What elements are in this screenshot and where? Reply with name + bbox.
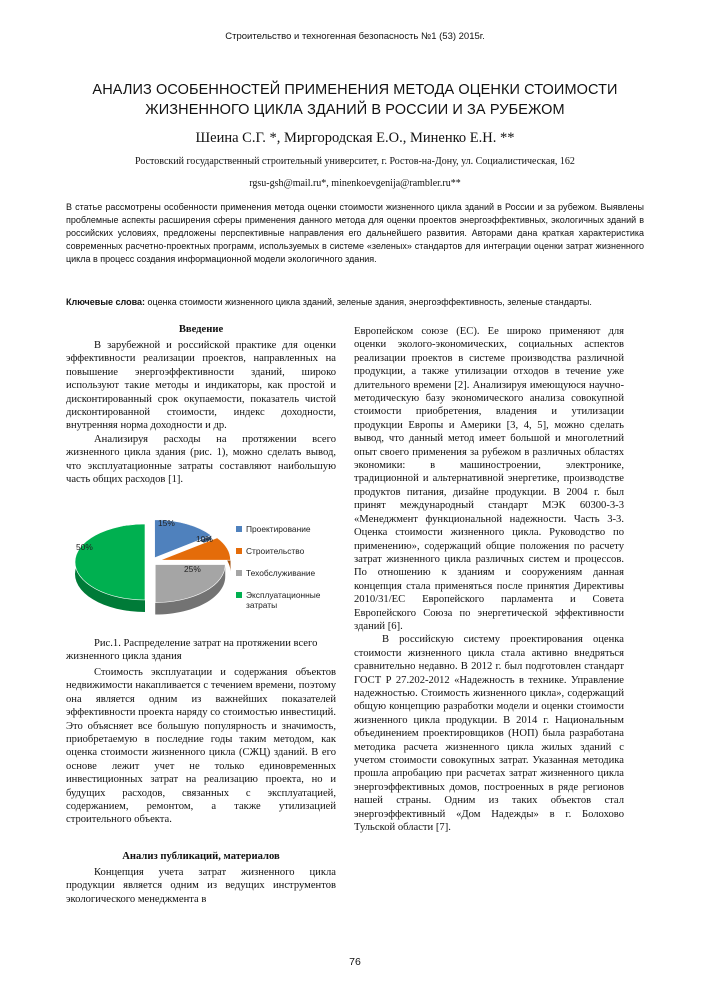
keywords xyxy=(66,296,644,309)
pie-chart-figure xyxy=(66,512,336,634)
keywords-text: оценка стоимости жизненного цикла зданий, зеленые здания, энергоэффективность, зеленые стандарты. xyxy=(145,297,592,307)
pie-label-2: 10% xyxy=(196,534,213,544)
figure-caption xyxy=(66,637,336,664)
authors: Шеина С.Г. *, Миргородская Е.О., Миненко Е.Н. ** xyxy=(195,130,515,146)
keywords-label: Ключевые слова: xyxy=(66,297,146,307)
legend-label-2: Строительство xyxy=(246,546,305,556)
title-line-1: АНАЛИЗ ОСОБЕННОСТЕЙ ПРИМЕНЕНИЯ МЕТОДА ОЦЕНКИ СТОИМОСТИ xyxy=(92,82,618,98)
intro-paragraph-2: Анализируя расходы на протяжении всего жизненного цикла здания (рис. 1), можно сделать вывод, что эксплуатационные затраты составляют наибольшую часть общих расходов [1]. xyxy=(66,433,336,486)
legend-swatch-4 xyxy=(236,592,242,598)
left-text-continued xyxy=(66,666,336,827)
right-column xyxy=(354,325,624,834)
right-paragraph-2: В российскую систему проектирования оценка стоимости жизненного цикла стала активно внедряться сравнительно недавно. В 2012 г. был подготовлен стандарт ГОСТ Р 27.202-2012 «Надежность в технике. Управление надежностью. Стоимость жизненного цикла», содержащий общую концепцию разработки модели и оценки стоимости жизненного цикла продукции. В 2014 г. Национальным объединением проектировщиков (НОП) была разработана методика расчета жизненного цикла жилых зданий с учетом стоимости совокупных затрат. Указанная методика прошла апробацию при расчетах затрат жизненного цикла энергоэффективных домов, построенных в ряде регионов нашей страны. Одним из таких объектов стал энергоэффективный «Дом Надежды» в г. Болохово Тульской области [7]. xyxy=(354,634,624,834)
right-paragraph-1: Европейском союзе (ЕС). Ее широко применяют для оценки эколого-экономических, социальных аспектов реализации проектов в системе производства различной продукции, а также утилизации отходов в течение уже длительного времени [2]. Анализируя имеющуюся научно-методическую базу экономического анализа совокупной стоимости приобретения, владения и утилизации продукции Европы и Америки [3, 4, 5], можно сделать вывод, что данный метод имеет большой и многолетний опыт своего применения за рубежом в различных областях экономики: в машиностроении, электронике, традиционной и альтернативной энергетике, производстве продуктов питания, дизайне продукции. В 2004 г. был принят международный стандарт МЭК 60300-3-3 «Менеджмент функциональной надежности. Часть 3-3. Оценка стоимости жизненного цикла. Руководство по применению», содержащий общие положения по расчету затрат жизненного цикла различных систем и процессов. По отношению к зданиям и сооружениям данная концепция стала применяться после принятия Директивы 2010/31/ЕС Европейского парламента и Совета Европейского Союза по энергетической эффективности зданий [6]. xyxy=(354,326,624,632)
legend-label-3: Техобслуживание xyxy=(246,568,316,578)
legend-swatch-2 xyxy=(236,548,242,554)
pie-label-3: 25% xyxy=(184,564,201,574)
chart-legend xyxy=(236,520,336,630)
title-line-2: ЖИЗНЕННОГО ЦИКЛА ЗДАНИЙ В РОССИИ И ЗА РУБЕЖОМ xyxy=(145,102,565,118)
left-paragraph-4: Концепция учета затрат жизненного цикла продукции является одним из ведущих инструментов экологического менеджмента в xyxy=(66,867,336,905)
left-text-bottom xyxy=(66,866,336,906)
page-number: 76 xyxy=(349,956,361,968)
article-title xyxy=(60,80,650,120)
legend-label-1: Проектирование xyxy=(246,524,311,534)
journal-header: Строительство и техногенная безопасность №1 (53) 2015г. xyxy=(225,31,485,42)
figure-caption-text: Рис.1. Распределение затрат на протяжении всего жизненного цикла здания xyxy=(66,638,318,663)
legend-swatch-3 xyxy=(236,570,242,576)
legend-label-4: Эксплуатационные затраты xyxy=(246,590,321,610)
intro-heading: Введение xyxy=(178,324,224,335)
pie-label-4: 50% xyxy=(76,542,93,552)
abstract: В статье рассмотрены особенности применения метода оценки стоимости жизненного цикла зданий в России и за рубежом. Выявлены проблемные аспекты расширения сферы применения данного метода для оценки проектов энергоэффективных, экологичных зданий в российских условиях, предложены перспективные направления его дальнейшего развития. Авторами дана краткая характеристика современных расчетно-проектных программ, используемых в системе «зеленых» стандартов для интеграции оценки затрат жизненного цикла в процесс создания информационной модели экологичного здания. xyxy=(66,202,644,264)
intro-text xyxy=(66,339,336,486)
pie-label-1: 15% xyxy=(158,518,175,528)
author-emails: rgsu-gsh@mail.ru*, minenkoevgenija@rambler.ru** xyxy=(249,178,461,189)
intro-paragraph-1: В зарубежной и российской практике для оценки эффективности реализации проектов, направленных на повышение энергоэффективности зданий, широко используют такие методы и индикаторы, как простой и дисконтированный срок окупаемости, показатель чистой дисконтированной стоимости, индекс доходности, внутренняя норма доходности и др. xyxy=(66,340,336,432)
left-paragraph-3: Стоимость эксплуатации и содержания объектов недвижимости накапливается с течением времени, поэтому она является одним из важнейших показателей эффективности проекта наряду со стоимостью инвестиций. Это объясняет все большую популярность и значимость, приобретаемую в последние годы таким методом, как оценка стоимости жизненного цикла (СЖЦ) зданий. В его основе лежит учет не только единовременных инвестиционных затрат на реализацию проекта, но и будущих расходов, связанных с эксплуатацией, содержанием, ремонтом, а также утилизацией строительного объекта. xyxy=(66,667,336,826)
affiliation: Ростовский государственный строительный университет, г. Ростов-на-Дону, ул. Социалистическая, 162 xyxy=(135,156,575,167)
analysis-heading: Анализ публикаций, материалов xyxy=(122,851,280,862)
legend-swatch-1 xyxy=(236,526,242,532)
